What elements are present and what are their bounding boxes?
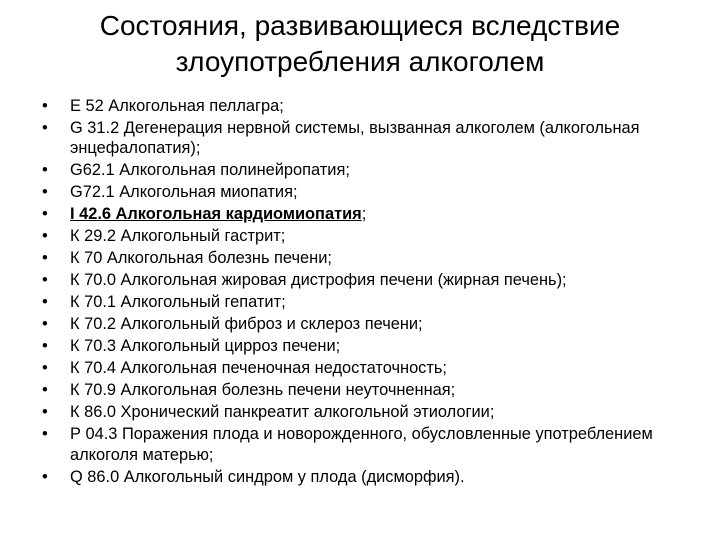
list-item <box>42 160 702 180</box>
bullet-dot-icon: • <box>42 205 48 224</box>
list-item-text: К 86.0 Хронический панкреатит алкогольной этиологии; <box>70 403 495 422</box>
list-item <box>42 424 702 465</box>
list-item <box>42 336 702 356</box>
list-item <box>42 182 702 202</box>
bullet-dot-icon: • <box>42 161 48 180</box>
list-item-text: Q 86.0 Алкогольный синдром у плода (дисморфия). <box>70 467 465 486</box>
list-item-text: G62.1 Алкогольная полинейропатия; <box>70 161 350 180</box>
list-item <box>42 226 702 246</box>
list-item <box>42 292 702 312</box>
bullet-dot-icon: • <box>42 425 48 444</box>
bullet-dot-icon: • <box>42 381 48 400</box>
bullet-dot-icon: • <box>42 119 48 137</box>
bullet-dot-icon: • <box>42 403 48 422</box>
bullet-list <box>42 96 702 489</box>
slide-title-line-1: Состояния, развивающиеся вследствие <box>99 10 621 41</box>
list-item-text: К 29.2 Алкогольный гастрит; <box>70 227 286 246</box>
list-item-text: К 70.1 Алкогольный гепатит; <box>70 293 286 312</box>
bullet-dot-icon: • <box>42 227 48 246</box>
list-item-text: К 70.2 Алкогольный фиброз и склероз печени; <box>70 315 423 334</box>
list-item-text: К 70.0 Алкогольная жировая дистрофия печени (жирная печень); <box>70 271 567 290</box>
list-item-text: К 70.3 Алкогольный цирроз печени; <box>70 337 341 356</box>
list-item-text: Р 04.3 Поражения плода и новорожденного, обусловленные употреблением алкоголя матерью; <box>70 425 653 464</box>
list-item-text: К 70.4 Алкогольная печеночная недостаточность; <box>70 359 447 378</box>
bullet-dot-icon: • <box>42 359 48 378</box>
bullet-dot-icon: • <box>42 183 48 202</box>
list-item <box>42 402 702 422</box>
list-item <box>42 380 702 400</box>
list-item-text-emphasized: I 42.6 Алкогольная кардиомиопатия <box>70 205 362 224</box>
list-item <box>42 118 702 159</box>
list-item-text: G72.1 Алкогольная миопатия; <box>70 183 298 202</box>
list-item-text: G 31.2 Дегенерация нервной системы, вызванная алкоголем (алкогольная энцефалопатия); <box>70 119 640 158</box>
bullet-dot-icon: • <box>42 271 48 290</box>
slide-title <box>40 8 680 80</box>
bullet-dot-icon: • <box>42 315 48 334</box>
bullet-dot-icon: • <box>42 337 48 356</box>
list-item-text: К 70.9 Алкогольная болезнь печени неуточненная; <box>70 381 456 400</box>
list-item <box>42 96 702 116</box>
list-item-text: К 70 Алкогольная болезнь печени; <box>70 249 332 268</box>
list-item-text: Е 52 Алкогольная пеллагра; <box>70 97 284 115</box>
list-item <box>42 314 702 334</box>
list-item <box>42 358 702 378</box>
list-item <box>42 248 702 268</box>
bullet-dot-icon: • <box>42 293 48 312</box>
list-item <box>42 270 702 290</box>
bullet-dot-icon: • <box>42 249 48 268</box>
list-item-suffix: ; <box>361 205 367 224</box>
bullet-dot-icon: • <box>42 97 48 115</box>
bullet-dot-icon: • <box>42 467 48 486</box>
list-item-emphasized <box>42 204 702 224</box>
slide-title-line-2: злоупотребления алкоголем <box>175 46 545 77</box>
list-item <box>42 467 702 487</box>
